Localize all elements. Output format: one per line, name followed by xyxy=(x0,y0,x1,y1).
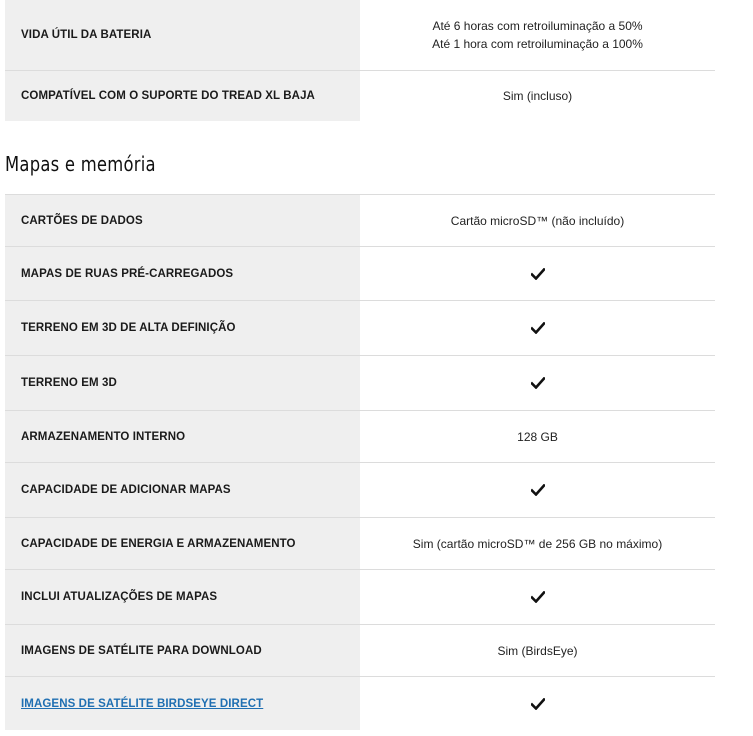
spec-value: Sim (BirdsEye) xyxy=(497,643,578,658)
spec-label: CAPACIDADE DE ENERGIA E ARMAZENAMENTO xyxy=(5,518,360,569)
spec-row-data-cards xyxy=(5,195,715,247)
check-icon xyxy=(531,698,545,710)
spec-row-hd-3d-terrain xyxy=(5,301,715,356)
section-title-maps: Mapas e memória xyxy=(5,152,156,176)
spec-value xyxy=(360,301,715,355)
spec-label: TERRENO EM 3D DE ALTA DEFINIÇÃO xyxy=(5,301,360,355)
maps-spec-table xyxy=(5,194,715,730)
spec-row-internal-storage xyxy=(5,411,715,463)
spec-row-map-updates xyxy=(5,570,715,625)
check-icon xyxy=(531,322,545,334)
check-icon xyxy=(531,377,545,389)
spec-label: CAPACIDADE DE ADICIONAR MAPAS xyxy=(5,463,360,517)
spec-label: COMPATÍVEL COM O SUPORTE DO TREAD XL BAJA xyxy=(5,71,360,121)
spec-label-cell xyxy=(5,677,360,730)
spec-label: CARTÕES DE DADOS xyxy=(5,195,360,246)
check-icon xyxy=(531,591,545,603)
spec-label: TERRENO EM 3D xyxy=(5,356,360,410)
spec-row-power-storage xyxy=(5,518,715,570)
spec-label: ARMAZENAMENTO INTERNO xyxy=(5,411,360,462)
spec-label: INCLUI ATUALIZAÇÕES DE MAPAS xyxy=(5,570,360,624)
spec-label: IMAGENS DE SATÉLITE PARA DOWNLOAD xyxy=(5,625,360,676)
spec-row-satellite-download xyxy=(5,625,715,677)
spec-row-battery-life xyxy=(5,0,715,71)
spec-value: Cartão microSD™ (não incluído) xyxy=(450,213,625,228)
spec-value: 128 GB xyxy=(517,429,558,444)
spec-value xyxy=(360,463,715,517)
check-icon xyxy=(531,268,545,280)
spec-value xyxy=(360,356,715,410)
spec-row-street-maps xyxy=(5,247,715,301)
birdseye-direct-link[interactable]: IMAGENS DE SATÉLITE BIRDSEYE DIRECT xyxy=(21,697,264,710)
spec-value-line: Até 6 horas com retroiluminação a 50% xyxy=(432,19,643,33)
battery-spec-table xyxy=(5,0,715,121)
spec-row-add-maps xyxy=(5,463,715,518)
spec-value xyxy=(360,570,715,624)
spec-value xyxy=(360,677,715,730)
check-icon xyxy=(531,484,545,496)
spec-value: Sim (cartão microSD™ de 256 GB no máximo) xyxy=(412,536,663,551)
spec-row-birdseye-direct xyxy=(5,677,715,730)
spec-label: MAPAS DE RUAS PRÉ-CARREGADOS xyxy=(5,247,360,300)
spec-row-3d-terrain xyxy=(5,356,715,411)
spec-label: VIDA ÚTIL DA BATERIA xyxy=(5,0,360,70)
spec-value-line: Até 1 hora com retroiluminação a 100% xyxy=(432,37,643,51)
spec-value: Sim (incluso) xyxy=(502,89,573,103)
spec-value xyxy=(360,0,715,70)
spec-value xyxy=(360,247,715,300)
spec-row-mount-compatible xyxy=(5,71,715,121)
